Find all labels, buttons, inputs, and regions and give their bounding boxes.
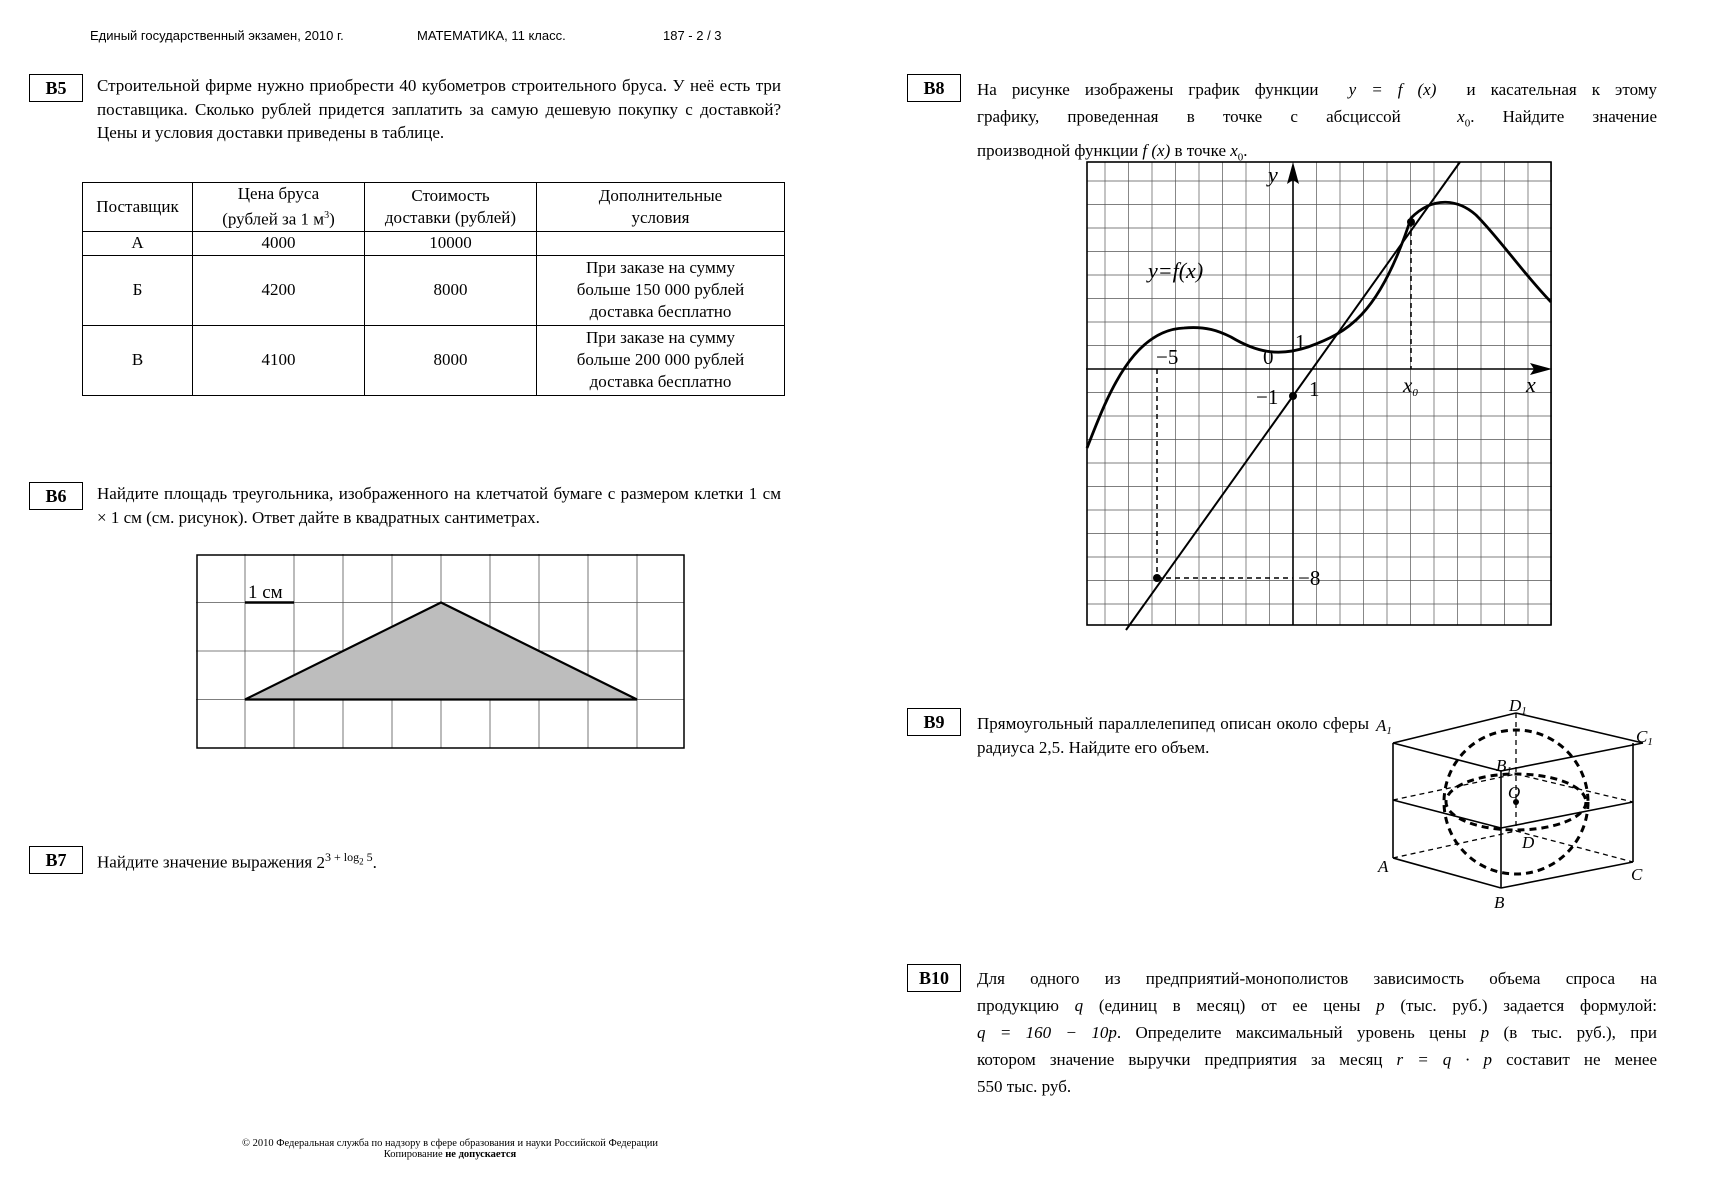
y-one-label: 1: [1295, 330, 1306, 354]
subject-title: МАТЕМАТИКА, 11 класс.: [417, 28, 566, 43]
table-header-row: [83, 183, 785, 232]
exam-title: Единый государственный экзамен, 2010 г.: [90, 28, 344, 43]
point-minus5-minus8: [1153, 574, 1161, 582]
question-text-b5: Строительной фирме нужно приобрести 40 кубометров строительного бруса. У неё есть три поставщика. Сколько рублей придется заплатить за самую дешевую покупку с доставкой? Цены и условия доставки приведены в таблице.: [97, 76, 781, 142]
copy-notice: Копирование не допускается: [383, 1149, 517, 1160]
question-text-b6: Найдите площадь треугольника, изображенного на клетчатой бумаге с размером клетки 1 см × 1 см (см. рисунок). Ответ дайте в квадратных сантиметрах.: [97, 484, 781, 527]
table-row: В 4100 8000 При заказе на сумму больше 200 000 рублей доставка бесплатно: [83, 325, 785, 395]
table-row: А 4000 10000: [83, 231, 785, 255]
vertex-d: D: [1522, 833, 1535, 852]
function-curve: [1087, 202, 1551, 448]
graph-grid: [1087, 162, 1552, 625]
question-text-b8: На рисунке изображены график функции y = f (x) и касательная к этому графику, проведенная в точке с абсциссой $x_0$. Найдите значение производной функции f (x) в точке $x_0$.: [977, 80, 1658, 164]
triangle-grid-figure: [196, 554, 686, 750]
scale-label: 1 см: [248, 582, 283, 603]
minus-five-label: −5: [1156, 345, 1179, 369]
question-label-b8: B8: [907, 74, 961, 102]
vertex-a: A: [1378, 857, 1389, 876]
vertex-d1: D1: [1509, 696, 1527, 717]
minus-one-label: −1: [1256, 385, 1279, 409]
function-label: y=f(x): [1148, 258, 1204, 283]
table-row: Б 4200 8000 При заказе на сумму больше 150 000 рублей доставка бесплатно: [83, 255, 785, 325]
x0-label: x0: [1403, 373, 1418, 399]
center-o: O: [1508, 783, 1521, 802]
x-axis-label: x: [1526, 372, 1536, 397]
question-label-b10: B10: [907, 964, 961, 992]
minus-eight-label: −8: [1298, 566, 1321, 590]
vertex-c1: C1: [1636, 727, 1653, 748]
vertex-b: B: [1494, 893, 1505, 912]
page-number: 187 - 2 / 3: [663, 28, 722, 43]
tangent-point: [1407, 218, 1415, 226]
vertex-c: C: [1631, 865, 1643, 884]
y-axis-label: y: [1268, 162, 1278, 187]
expression: $2^{3 + log_2 5}$.: [316, 850, 377, 872]
parallelepiped-figure: [1376, 696, 1653, 920]
question-text-b10: Для одного из предприятий-монополистов зависимость объема спроса на продукцию q (единиц в месяц) от ее цены p (тыс. руб.) задается формулой: q = 160 − 10p. Определите максимальный уровень цены p (в тыс. руб.), при котором значение выручки предприятия за месяц r = q · p составит не менее 550 тыс. руб.: [977, 969, 1658, 1096]
y-intercept-point: [1289, 392, 1297, 400]
header-price: Цена бруса (рублей за 1 $м^3$): [193, 183, 365, 232]
function-graph: [1086, 160, 1554, 630]
page-footer: [0, 1138, 900, 1160]
question-label-b9: B9: [907, 708, 961, 736]
header-delivery: Стоимость доставки (рублей): [365, 183, 537, 232]
header-extra: Дополнительные условия: [537, 183, 785, 232]
question-label-b5: B5: [29, 74, 83, 102]
header-supplier: Поставщик: [83, 183, 193, 232]
question-text-b9: Прямоугольный параллелепипед описан около сферы радиуса 2,5. Найдите его объем.: [977, 714, 1369, 757]
origin-label: 0: [1263, 345, 1274, 369]
question-label-b7: B7: [29, 846, 83, 874]
question-label-b6: B6: [29, 482, 83, 510]
suppliers-table: [82, 182, 785, 396]
vertex-a1: A1: [1376, 716, 1392, 737]
question-text-b7: Найдите значение выражения $2^{3 + log_2 5}$.: [97, 850, 377, 872]
x-one-label: 1: [1309, 377, 1320, 401]
copyright: © 2010 Федеральная служба по надзору в сфере образования и науки Российской Федерации: [241, 1138, 659, 1149]
vertex-b1: B1: [1496, 756, 1512, 777]
